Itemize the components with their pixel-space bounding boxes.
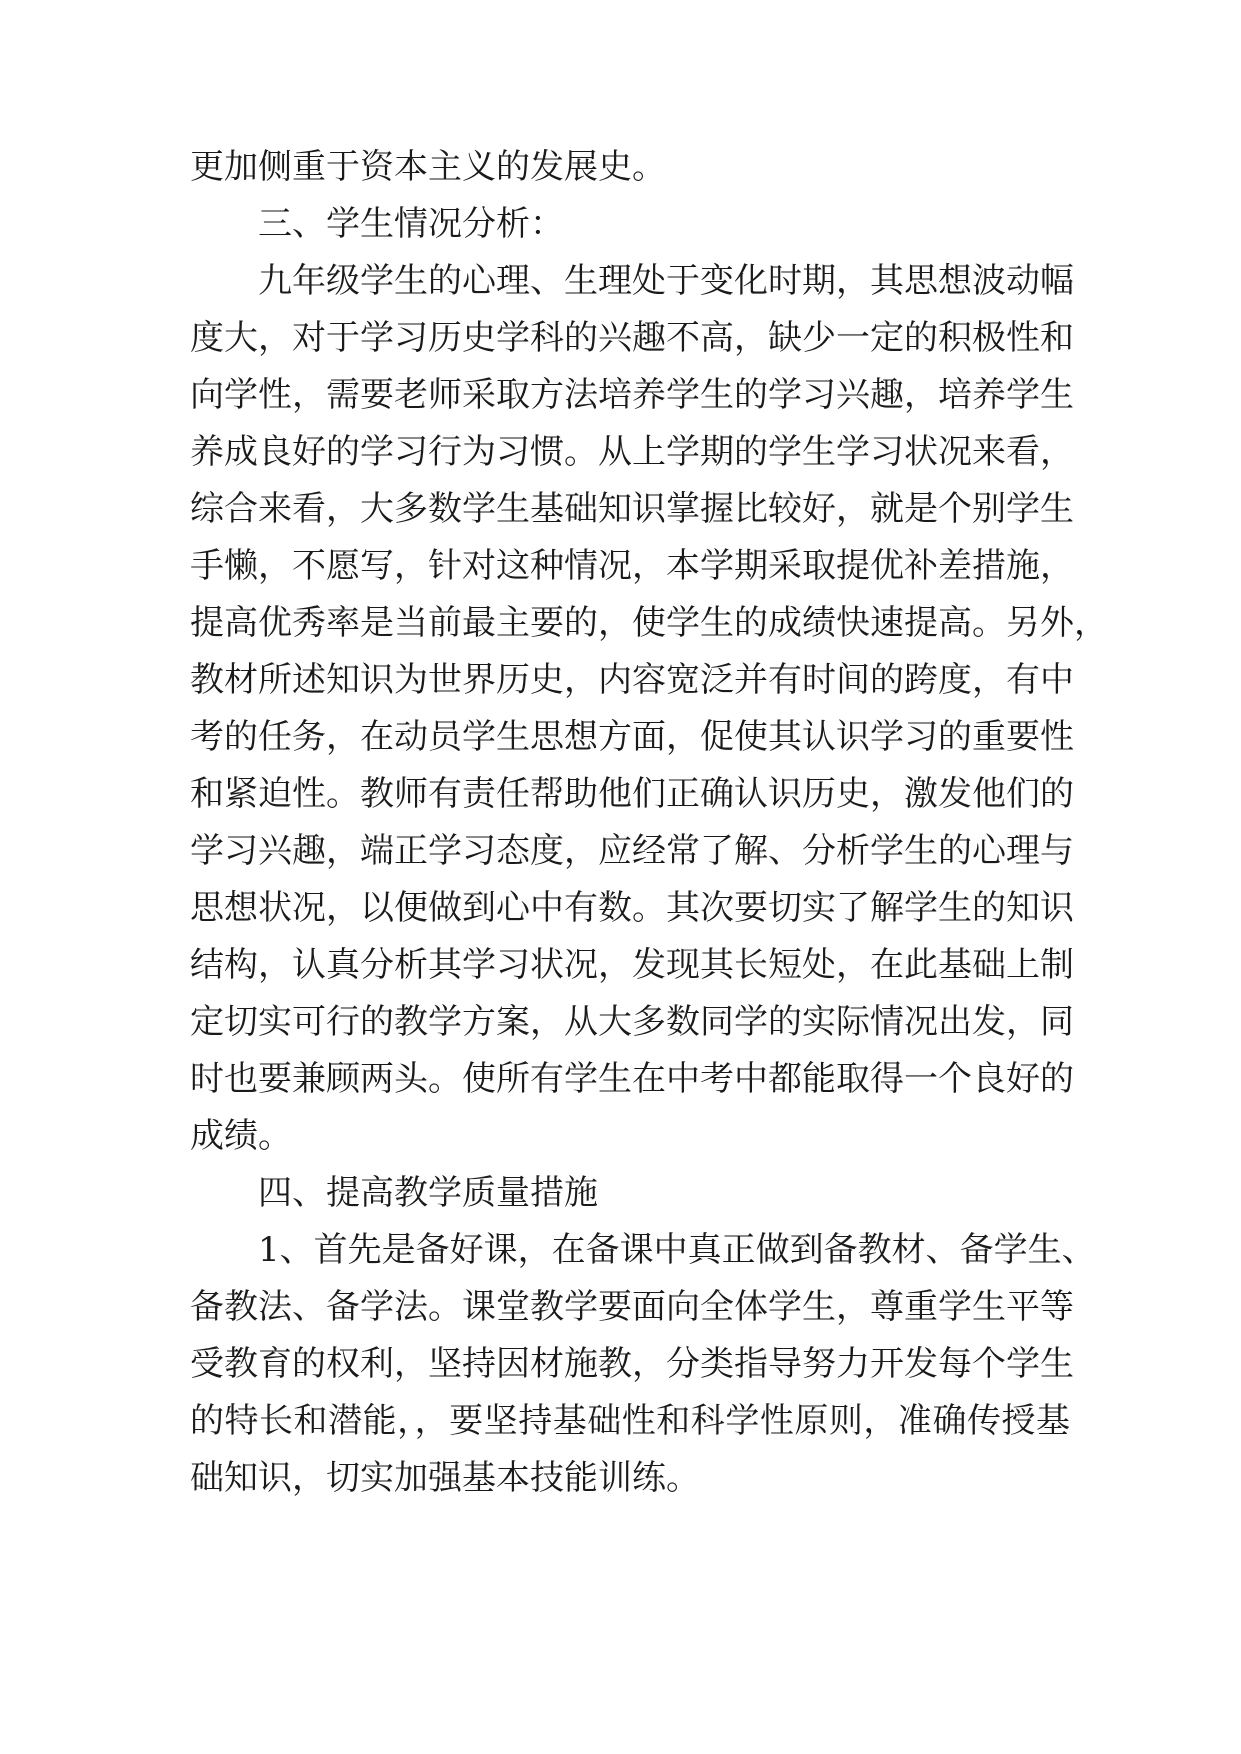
- text-line: 更加侧重于资本主义的发展史。: [190, 147, 666, 187]
- text-line: 时也要兼顾两头。使所有学生在中考中都能取得一个良好的: [190, 1059, 1074, 1099]
- text-line: 结构，认真分析其学习状况，发现其长短处，在此基础上制: [190, 945, 1074, 985]
- text-line: 定切实可行的教学方案，从大多数同学的实际情况出发，同: [190, 1002, 1074, 1042]
- text-line: 向学性，需要老师采取方法培养学生的学习兴趣，培养学生: [190, 375, 1074, 415]
- text-line: 综合来看，大多数学生基础知识掌握比较好，就是个别学生: [190, 489, 1074, 529]
- text-line: 受教育的权利，坚持因材施教，分类指导努力开发每个学生: [190, 1344, 1074, 1384]
- text-line: 1、首先是备好课，在备课中真正做到备教材、备学生、: [258, 1230, 1096, 1270]
- text-line: 思想状况，以便做到心中有数。其次要切实了解学生的知识: [190, 888, 1074, 928]
- text-line: 备教法、备学法。课堂教学要面向全体学生，尊重学生平等: [190, 1287, 1074, 1327]
- text-line: 手懒，不愿写，针对这种情况，本学期采取提优补差措施，: [190, 546, 1074, 586]
- text-line: 度大，对于学习历史学科的兴趣不高，缺少一定的积极性和: [190, 318, 1074, 358]
- text-line: 养成良好的学习行为习惯。从上学期的学生学习状况来看，: [190, 432, 1074, 472]
- text-line: 学习兴趣，端正学习态度，应经常了解、分析学生的心理与: [190, 831, 1074, 871]
- text-line: 九年级学生的心理、生理处于变化时期，其思想波动幅: [258, 261, 1074, 301]
- text-line: 教材所述知识为世界历史，内容宽泛并有时间的跨度，有中: [190, 660, 1074, 700]
- section-heading: 三、学生情况分析：: [258, 204, 564, 244]
- text-line: 成绩。: [190, 1116, 292, 1156]
- text-line: 础知识，切实加强基本技能训练。: [190, 1458, 700, 1498]
- text-line: 提高优秀率是当前最主要的，使学生的成绩快速提高。另外，: [190, 603, 1108, 643]
- section-heading: 四、提高教学质量措施: [258, 1173, 598, 1213]
- text-line: 和紧迫性。教师有责任帮助他们正确认识历史，激发他们的: [190, 774, 1074, 814]
- text-line: 的特长和潜能，，要坚持基础性和科学性原则，准确传授基: [190, 1401, 1070, 1441]
- text-line: 考的任务，在动员学生思想方面，促使其认识学习的重要性: [190, 717, 1074, 757]
